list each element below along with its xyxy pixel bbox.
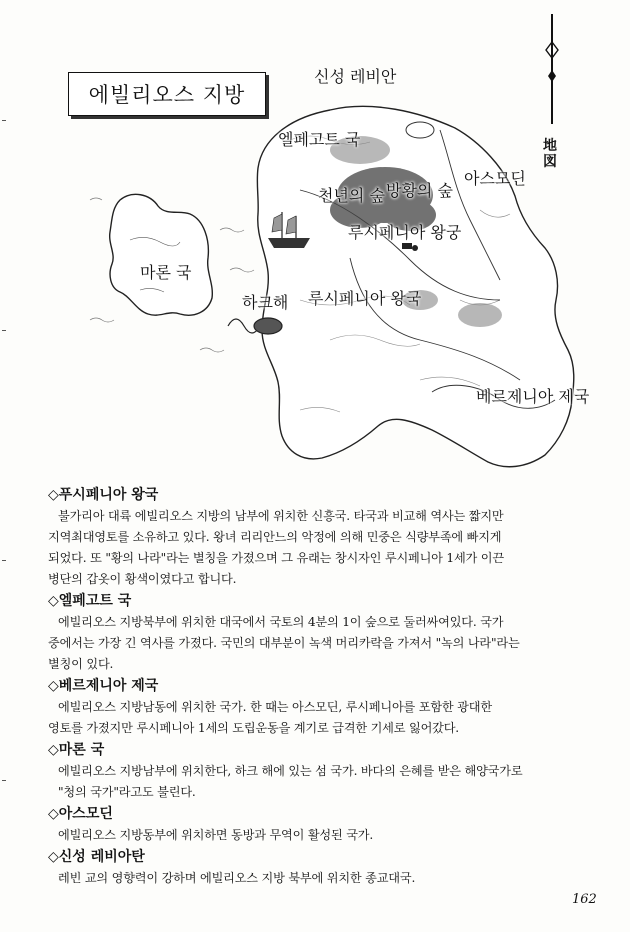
sea-monster-illustration	[228, 318, 282, 334]
label-beelzenia-empire: 베르제니아 제국	[476, 387, 590, 406]
map-title-box	[68, 72, 266, 116]
ornament-icon	[540, 14, 564, 124]
entry-line: 레빈 교의 영향력이 강하며 에빌리오스 지방 북부에 위치한 종교대국.	[58, 871, 416, 885]
side-tag-label: 地図	[543, 138, 557, 170]
island-landmass	[110, 194, 213, 315]
entry-heading: 푸시페니아 왕국	[58, 487, 159, 503]
diamond-icon: ◇	[48, 806, 59, 822]
entry-heading: 아스모딘	[58, 806, 113, 822]
entry-line: 지역최대영토를 소유하고 있다. 왕녀 리리안느의 악정에 의해 민중은 식량부족에 빠지게	[48, 530, 502, 544]
entry-heading: 신성 레비아탄	[58, 849, 145, 865]
entry-line: 영토를 가졌지만 루시페니아 1세의 도립운동을 계기로 급격한 기세로 잃어갔다.	[48, 721, 459, 735]
label-marlon: 마론 국	[140, 263, 192, 282]
map-title: 에빌리오스 지방	[88, 83, 246, 107]
entry-line: 에빌리오스 지방동부에 위치하면 동방과 무역이 활성된 국가.	[58, 828, 374, 842]
diamond-icon: ◇	[48, 593, 59, 609]
entry-line: 되었다. 또 "황의 나라"라는 별칭을 가졌으며 그 유래는 창시자인 루시페니아 1세가 이끈	[48, 551, 504, 565]
diamond-icon: ◇	[48, 678, 59, 694]
entry-beelzenia	[48, 676, 588, 739]
diamond-icon: ◇	[48, 742, 59, 758]
label-asmodin: 아스모딘	[464, 169, 526, 188]
entry-line: 중에서는 가장 긴 역사를 가졌다. 국민의 대부분이 녹색 머리카락을 가져서 "녹의 나라"라는	[48, 636, 520, 650]
country-descriptions	[48, 484, 588, 889]
entry-levianta	[48, 847, 588, 889]
entry-line: 에빌리오스 지방남동에 위치한 국가. 한 때는 아스모딘, 루시페니아를 포함한 광대한	[58, 700, 492, 714]
entry-line: "청의 국가"라고도 불린다.	[58, 785, 196, 799]
diamond-icon: ◇	[48, 849, 59, 865]
label-wandering-forest: 방황의 숲	[386, 181, 453, 200]
entry-line: 불가리아 대륙 에빌리오스 지방의 남부에 위치한 신흥국. 타국과 비교해 역사는 짧지만	[58, 509, 504, 523]
label-hakure-sea: 하크해	[242, 293, 289, 312]
label-lucifenia-kingdom: 루시페니아 왕국	[308, 289, 422, 308]
entry-line: 병단의 갑옷이 황색이였다고 합니다.	[48, 572, 237, 586]
entry-line: 별칭이 있다.	[48, 657, 114, 671]
entry-elphegort	[48, 591, 588, 675]
label-lucifenia-palace: 루시페니아 왕궁	[348, 223, 462, 242]
entry-line: 에빌리오스 지방남부에 위치한다, 하크 해에 있는 섬 국가. 바다의 은혜를 받은 해양국가로	[58, 764, 523, 778]
label-millennium-forest: 천년의 숲	[318, 186, 385, 205]
entry-heading: 베르제니아 제국	[58, 678, 159, 694]
entry-lucifenia	[48, 485, 588, 590]
entry-line: 에빌리오스 지방북부에 위치한 대국에서 국토의 4분의 1이 숲으로 둘러싸여있다. 국가	[58, 615, 504, 629]
diamond-icon: ◇	[48, 487, 59, 503]
entry-heading: 엘페고트 국	[58, 593, 132, 609]
page-number: 162	[572, 892, 597, 907]
entry-marlon	[48, 740, 588, 803]
label-levianta: 신성 레비안	[314, 67, 397, 86]
entry-asmodin	[48, 804, 588, 846]
entry-heading: 마론 국	[58, 742, 105, 758]
label-elphegort: 엘페고트 국	[278, 130, 361, 149]
